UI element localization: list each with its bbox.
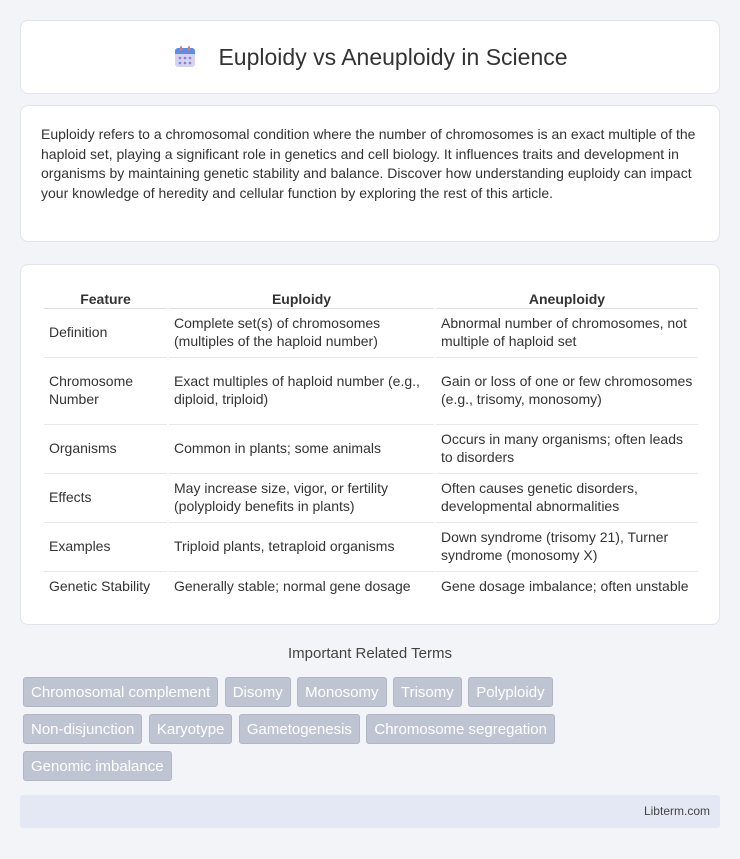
euploidy-cell: Exact multiples of haploid number (e.g., diploid, triploid)	[169, 358, 434, 425]
table-header-row	[44, 285, 698, 309]
table-row	[44, 474, 698, 523]
footer-site-link[interactable]: Libterm.com	[643, 804, 710, 818]
aneuploidy-cell: Abnormal number of chromosomes, not multiple of haploid set	[436, 309, 698, 358]
header-euploidy: Euploidy	[169, 285, 434, 309]
title-card	[20, 20, 720, 94]
aneuploidy-cell: Down syndrome (trisomy 21), Turner syndrome (monosomy X)	[436, 523, 698, 572]
tag-polyploidy[interactable]: Polyploidy	[468, 677, 552, 707]
feature-cell: Chromosome Number	[44, 358, 167, 425]
aneuploidy-cell: Occurs in many organisms; often leads to disorders	[436, 425, 698, 474]
feature-cell: Definition	[44, 309, 167, 358]
euploidy-cell: Common in plants; some animals	[169, 425, 434, 474]
aneuploidy-cell: Gain or loss of one or few chromosomes (e.g., trisomy, monosomy)	[436, 358, 698, 425]
feature-cell: Examples	[44, 523, 167, 572]
aneuploidy-cell: Gene dosage imbalance; often unstable	[441, 578, 689, 595]
feature-cell: Organisms	[44, 425, 167, 474]
table-row	[44, 358, 698, 425]
euploidy-cell: Complete set(s) of chromosomes (multiples of the haploid number)	[169, 309, 434, 358]
tag-non-disjunction[interactable]: Non-disjunction	[23, 714, 142, 744]
tag-trisomy[interactable]: Trisomy	[393, 677, 462, 707]
comparison-card	[20, 264, 720, 625]
calendar-icon	[172, 44, 198, 70]
feature-cell: Effects	[44, 474, 167, 523]
tag-gametogenesis[interactable]: Gametogenesis	[239, 714, 360, 744]
related-terms-list	[23, 677, 723, 788]
comparison-table	[42, 285, 700, 603]
tag-karyotype[interactable]: Karyotype	[149, 714, 233, 744]
tag-chromosome-segregation[interactable]: Chromosome segregation	[366, 714, 555, 744]
euploidy-cell: Triploid plants, tetraploid organisms	[169, 523, 434, 572]
tag-genomic-imbalance[interactable]: Genomic imbalance	[23, 751, 172, 781]
euploidy-cell: Generally stable; normal gene dosage	[174, 578, 411, 595]
related-terms-heading: Important Related Terms	[288, 645, 452, 662]
page-title: Euploidy vs Aneuploidy in Science	[218, 43, 568, 70]
tag-monosomy[interactable]: Monosomy	[297, 677, 386, 707]
feature-cell: Genetic Stability	[49, 578, 151, 595]
table-row	[44, 523, 698, 572]
table-row	[44, 572, 698, 603]
table-row	[44, 425, 698, 474]
tag-disomy[interactable]: Disomy	[225, 677, 291, 707]
header-aneuploidy: Aneuploidy	[436, 285, 698, 309]
aneuploidy-cell: Often causes genetic disorders, developmental abnormalities	[436, 474, 698, 523]
intro-card	[20, 105, 720, 242]
euploidy-cell: May increase size, vigor, or fertility (polyploidy benefits in plants)	[169, 474, 434, 523]
header-feature: Feature	[44, 285, 167, 309]
tag-chromosomal-complement[interactable]: Chromosomal complement	[23, 677, 218, 707]
intro-text: Euploidy refers to a chromosomal condition where the number of chromosomes is an exact multiple of the haploid set, playing a significant role in genetics and cell biology. It influences traits and development in organisms by maintaining genetic stability and balance. Discover how understanding euploidy can impact your knowledge of heredity and cellular function by exploring the rest of this article.	[41, 126, 696, 202]
footer	[20, 795, 720, 828]
table-row	[44, 309, 698, 358]
